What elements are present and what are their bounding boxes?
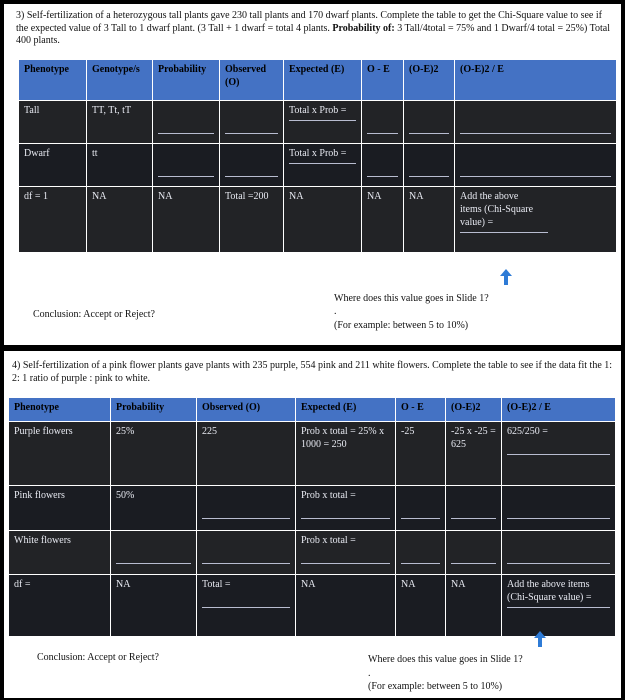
cell-observed[interactable]	[197, 486, 296, 531]
cell-probability: 25%	[111, 422, 197, 486]
cell-expected: NA	[284, 187, 362, 253]
cell-phenotype: Dwarf	[19, 144, 87, 187]
cell-o-minus-e[interactable]	[396, 531, 446, 575]
answer-blank[interactable]	[507, 562, 610, 564]
cell-genotype: tt	[87, 144, 153, 187]
cell-o-minus-e-squared: NA	[404, 187, 455, 253]
table-row	[19, 187, 617, 253]
answer-blank[interactable]	[158, 175, 214, 177]
example-hint: (For example: between 5 to 10%)	[334, 320, 469, 331]
question-3-table	[18, 59, 617, 253]
cell-probability: 50%	[111, 486, 197, 531]
header-expected: Expected (E)	[284, 60, 362, 101]
table-row	[19, 101, 617, 144]
answer-blank[interactable]	[301, 517, 390, 519]
conclusion-label: Conclusion: Accept or Reject?	[33, 309, 155, 320]
header-phenotype: Phenotype	[19, 60, 87, 101]
header-o-minus-e-squared: (O-E)2	[404, 60, 455, 101]
cell-o-minus-e: NA	[396, 575, 446, 637]
cell-phenotype: Pink flowers	[9, 486, 111, 531]
cell-observed: 225	[197, 422, 296, 486]
arrow-up-icon	[500, 269, 512, 285]
cell-observed[interactable]	[197, 531, 296, 575]
answer-blank[interactable]	[409, 175, 449, 177]
answer-blank[interactable]	[401, 517, 440, 519]
answer-blank[interactable]	[225, 175, 278, 177]
answer-blank[interactable]	[460, 175, 611, 177]
cell-expected[interactable]: Total x Prob =	[284, 101, 362, 144]
cell-observed[interactable]: Total =	[197, 575, 296, 637]
cell-o-minus-e-squared[interactable]	[446, 531, 502, 575]
cell-phenotype[interactable]: df =	[9, 575, 111, 637]
answer-blank[interactable]	[116, 562, 191, 564]
cell-expected[interactable]: Total x Prob =	[284, 144, 362, 187]
answer-blank[interactable]	[202, 562, 290, 564]
question-3-panel	[4, 4, 621, 345]
cell-o-minus-e[interactable]	[362, 144, 404, 187]
cell-chi-term[interactable]	[455, 101, 617, 144]
cell-phenotype: Tall	[19, 101, 87, 144]
answer-blank[interactable]	[202, 606, 290, 608]
answer-blank[interactable]	[367, 132, 398, 134]
cell-o-minus-e-squared[interactable]	[446, 486, 502, 531]
answer-blank[interactable]	[451, 562, 496, 564]
table-header-row	[9, 398, 616, 422]
answer-blank[interactable]	[289, 119, 356, 121]
cell-expected: NA	[296, 575, 396, 637]
answer-blank[interactable]	[289, 162, 356, 164]
cell-chi-term[interactable]: 625/250 =	[502, 422, 616, 486]
cell-genotype: TT, Tt, tT	[87, 101, 153, 144]
answer-blank[interactable]	[158, 132, 214, 134]
cell-chi-term[interactable]	[455, 144, 617, 187]
header-probability: Probability	[153, 60, 220, 101]
answer-blank[interactable]	[202, 517, 290, 519]
cell-expected[interactable]: Prob x total =	[296, 486, 396, 531]
header-phenotype: Phenotype	[9, 398, 111, 422]
cell-probability: NA	[153, 187, 220, 253]
cell-phenotype: df = 1	[19, 187, 87, 253]
table-row	[9, 575, 616, 637]
header-expected: Expected (E)	[296, 398, 396, 422]
cell-o-minus-e-squared[interactable]	[404, 101, 455, 144]
question-4-panel	[4, 351, 621, 698]
cell-o-minus-e[interactable]	[362, 101, 404, 144]
answer-blank[interactable]	[401, 562, 440, 564]
header-o-minus-e: O - E	[396, 398, 446, 422]
question-4-table	[8, 397, 616, 637]
cell-o-minus-e-squared: -25 x -25 = 625	[446, 422, 502, 486]
slide-question: Where does this value goes in Slide 1?	[334, 293, 489, 304]
cell-chi-term[interactable]	[502, 486, 616, 531]
question-3-body: 3) Self-fertilization of a heterozygous tall plants gave 230 tall plants and 170 dwarf plants. Complete the table to get the Chi-Square value to see if the expected value of 3 Tall to 1 dwarf plant. (3 Tall + 1 dwarf = total 4 plants.	[16, 10, 602, 34]
table-row	[9, 531, 616, 575]
cell-genotype: NA	[87, 187, 153, 253]
question-3-bold: Probability of:	[332, 22, 395, 34]
answer-blank[interactable]	[507, 517, 610, 519]
question-3-text	[16, 10, 615, 48]
dot-mark: .	[334, 306, 337, 317]
cell-expected[interactable]: Prob x total =	[296, 531, 396, 575]
cell-observed[interactable]	[220, 144, 284, 187]
table-header-row	[19, 60, 617, 101]
header-observed: Observed (O)	[197, 398, 296, 422]
conclusion-label: Conclusion: Accept or Reject?	[37, 652, 159, 663]
answer-blank[interactable]	[460, 231, 548, 233]
table-row	[19, 144, 617, 187]
header-chi-term: (O-E)2 / E	[502, 398, 616, 422]
question-4-text: 4) Self-fertilization of a pink flower plants gave plants with 235 purple, 554 pink and 211 white flowers. Complete the table to see if the data fit the 1: 2: 1 ratio of purple : pink to white.	[12, 360, 613, 384]
cell-chi-square-total[interactable]: Add the above items (Chi-Square value) =	[502, 575, 616, 637]
cell-o-minus-e-squared[interactable]	[404, 144, 455, 187]
cell-phenotype: Purple flowers	[9, 422, 111, 486]
header-chi-term: (O-E)2 / E	[455, 60, 617, 101]
example-hint: (For example: between 5 to 10%)	[368, 681, 503, 692]
dot-mark: .	[368, 668, 371, 679]
cell-o-minus-e[interactable]	[396, 486, 446, 531]
cell-probability: NA	[111, 575, 197, 637]
answer-blank[interactable]	[451, 517, 496, 519]
table-row	[9, 486, 616, 531]
answer-blank[interactable]	[460, 132, 611, 134]
slide-question: Where does this value goes in Slide 1?	[368, 654, 523, 665]
cell-probability[interactable]	[153, 101, 220, 144]
cell-o-minus-e: NA	[362, 187, 404, 253]
cell-o-minus-e-squared: NA	[446, 575, 502, 637]
answer-blank[interactable]	[409, 132, 449, 134]
answer-blank[interactable]	[367, 175, 398, 177]
cell-observed: Total =200	[220, 187, 284, 253]
answer-blank[interactable]	[507, 453, 610, 455]
answer-blank[interactable]	[301, 562, 390, 564]
cell-chi-square-total[interactable]: Add the above items (Chi-Square value) =	[455, 187, 617, 253]
answer-blank[interactable]	[225, 132, 278, 134]
question-3-tail: 3 Tall/4total = 75% and 1 Dwarf/4 total = 25%) Total 400 plants.	[16, 22, 611, 46]
header-observed: Observed (O)	[220, 60, 284, 101]
cell-chi-term[interactable]	[502, 531, 616, 575]
cell-expected: Prob x total = 25% x 1000 = 250	[296, 422, 396, 486]
cell-observed[interactable]	[220, 101, 284, 144]
cell-o-minus-e: -25	[396, 422, 446, 486]
header-genotype: Genotype/s	[87, 60, 153, 101]
answer-blank[interactable]	[507, 606, 610, 608]
cell-probability[interactable]	[111, 531, 197, 575]
table-row	[9, 422, 616, 486]
header-o-minus-e: O - E	[362, 60, 404, 101]
cell-phenotype: White flowers	[9, 531, 111, 575]
header-probability: Probability	[111, 398, 197, 422]
arrow-up-icon	[534, 631, 546, 647]
cell-probability[interactable]	[153, 144, 220, 187]
header-o-minus-e-squared: (O-E)2	[446, 398, 502, 422]
